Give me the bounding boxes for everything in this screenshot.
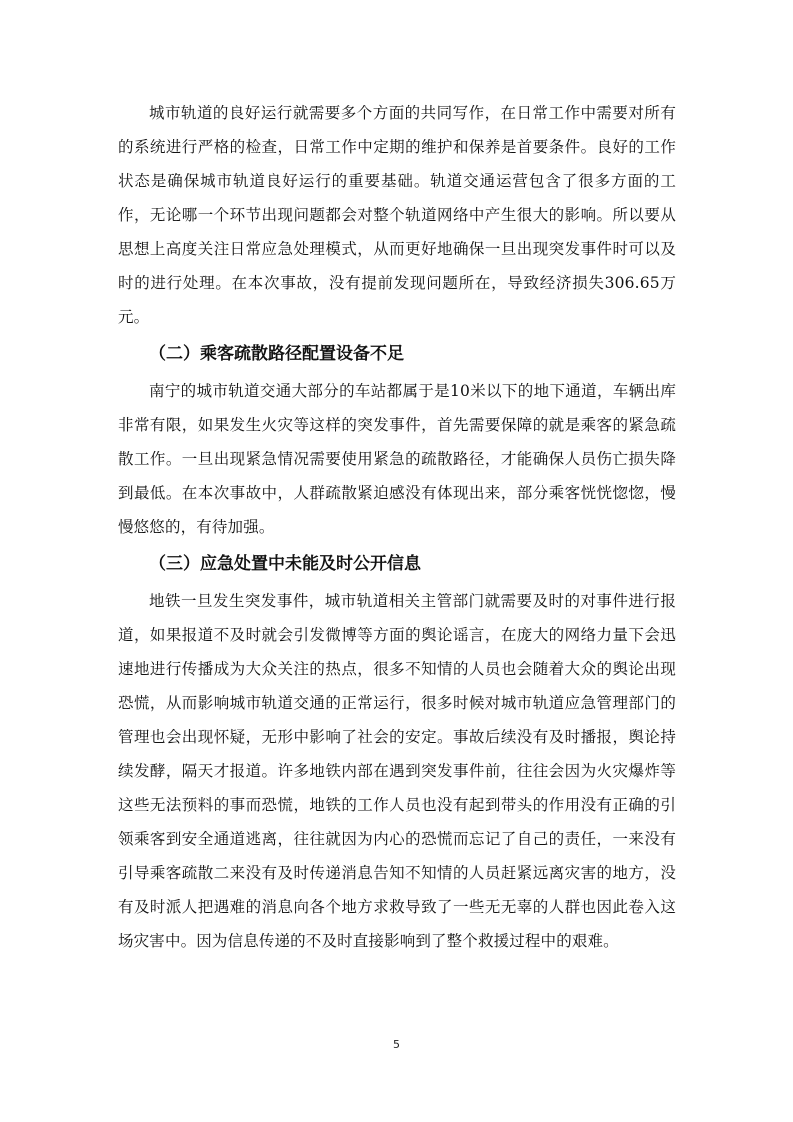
section-heading-evacuation: （二）乘客疏散路径配置设备不足 xyxy=(149,344,404,364)
paragraph-evacuation: 南宁的城市轨道交通大部分的车站都属于是10米以下的地下通道，车辆出库非常有限，如果发生火灾等这样的突发事件，首先需要保障的就是乘客的紧急疏散工作。一旦出现紧急情况需要使用紧急的疏散路径，才能确保人员伤亡损失降到最低。在本次事故中，人群疏散紧迫感没有体现出来，部分乘客恍恍惚惚，慢慢悠悠的，有待加强。 xyxy=(118,382,676,536)
page-number: 5 xyxy=(393,1038,400,1051)
paragraph-information: 地铁一旦发生突发事件，城市轨道相关主管部门就需要及时的对事件进行报道，如果报道不及时就会引发微博等方面的舆论谣言，在庞大的网络力量下会迅速地进行传播成为大众关注的热点，很多不知情的人员也会随着大众的舆论出现恐慌，从而影响城市轨道交通的正常运行，很多时候对城市轨道应急管理部门的管理也会出现怀疑，无形中影响了社会的安定。事故后续没有及时播报，舆论持续发酵，隔天才报道。许多地铁内部在遇到突发事件前，往往会因为火灾爆炸等这些无法预料的事而恐慌，地铁的工作人员也没有起到带头的作用没有正确的引领乘客到安全通道逃离，往往就因为内心的恐慌而忘记了自己的责任，一来没有引导乘客疏散二来没有及时传递消息告知不知情的人员赶紧远离灾害的地方，没有及时派人把遇难的消息向各个地方求救导致了一些无无辜的人群也因此卷入这场灾害中。因为信息传递的不及时直接影响到了整个救援过程中的艰难。 xyxy=(118,592,676,950)
section-heading-information: （三）应急处置中未能及时公开信息 xyxy=(149,554,421,574)
paragraph-rail-maintenance: 城市轨道的良好运行就需要多个方面的共同写作，在日常工作中需要对所有的系统进行严格的检查，日常工作中定期的维护和保养是首要条件。良好的工作状态是确保城市轨道良好运行的重要基础。轨道交通运营包含了很多方面的工作，无论哪一个环节出现问题都会对整个轨道网络中产生很大的影响。所以要从思想上高度关注日常应急处理模式，从而更好地确保一旦出现突发事件时可以及时的进行处理。在本次事故，没有提前发现问题所在，导致经济损失306.65万元。 xyxy=(118,104,676,326)
page-content xyxy=(118,96,676,958)
